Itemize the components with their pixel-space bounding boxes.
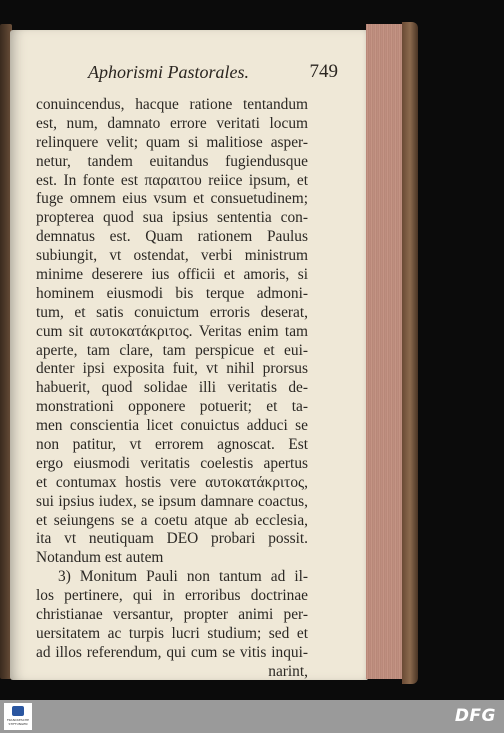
text-line: demnatus est. Quam rationem Paulus [36, 228, 308, 246]
text-line: tum, et satis conuictum erroris deserat, [36, 303, 308, 321]
text-line: subiungit, vt ostendat, verbi ministrum [36, 247, 308, 265]
text-line: minime deserere ius officii et amoris, si [36, 266, 308, 284]
page-edges [366, 24, 406, 679]
text-line: cum sit αυτοκατάκριτος. Veritas enim tam [36, 322, 308, 340]
text-line: sui ipsius iudex, se ipsum damnare coactus, [36, 492, 308, 510]
viewer-footer [0, 700, 504, 733]
book-cover-right [402, 22, 418, 684]
text-line: ergo eiusmodi veritatis coelestis apertus [36, 454, 308, 472]
logo-mark-icon [12, 706, 24, 716]
text-line: uersitatem ac turpis lucri studium; sed et [36, 624, 308, 642]
dfg-logo[interactable]: DFG [454, 706, 496, 726]
text-line: ad illos referendum, qui cum se vitis inqui- [36, 643, 308, 661]
text-line: relinquere velit; quam si malitiose asper- [36, 133, 308, 151]
text-line: 3) Monitum Pauli non tantum ad il- [58, 568, 308, 586]
text-line: Notandum est autem [36, 549, 164, 567]
text-line: hominem eiusmodi bis terque admoni- [36, 284, 308, 302]
text-line: netur, tandem euitandus fugiendusque [36, 152, 308, 170]
text-line: propterea quod sua ipsius sententia con- [36, 209, 308, 227]
text-line: non patitur, vt errorem agnoscat. Est [36, 436, 308, 454]
text-line: christianae versantur, propter animi per- [36, 606, 308, 624]
text-line: narint, [268, 662, 308, 680]
text-line: ita vt neutiquam DEO probari possit. [36, 530, 308, 548]
text-line: est. In fonte est παραιτου reiice ipsum, et [36, 171, 308, 189]
text-line: conuincendus, hacque ratione tentandum [36, 96, 308, 113]
text-line: et contumax hostis vere αυτοκατάκριτος, [36, 473, 308, 491]
text-line: denter ipsi exposita fuit, vt nihil prorsus [36, 360, 308, 378]
text-line: men conscientia licet conuictus adduci se [36, 417, 308, 435]
text-line: fuge omnem eius vsum et consuetudinem; [36, 190, 308, 208]
text-line: monstrationi opponere potuerit; et ta- [36, 398, 308, 416]
text-line: aperte, tam clare, tam perspicue et eui- [36, 341, 308, 359]
running-title: Aphorismi Pastorales. [88, 62, 250, 82]
running-header [88, 62, 338, 86]
page-number: 749 [309, 61, 338, 82]
page-text [36, 96, 308, 682]
text-line: los pertinere, qui in erroribus doctrinae [36, 587, 308, 605]
logo-label: FRANCKESCHE STIFTUNGEN [6, 718, 30, 726]
text-line: est, num, damnato errore veritati locum [36, 114, 308, 132]
text-line: et seiungens se a coetu atque ab ecclesia, [36, 511, 308, 529]
institution-logo[interactable] [4, 703, 32, 730]
text-line: habuerit, quod solidae illi veritatis de- [36, 379, 308, 397]
